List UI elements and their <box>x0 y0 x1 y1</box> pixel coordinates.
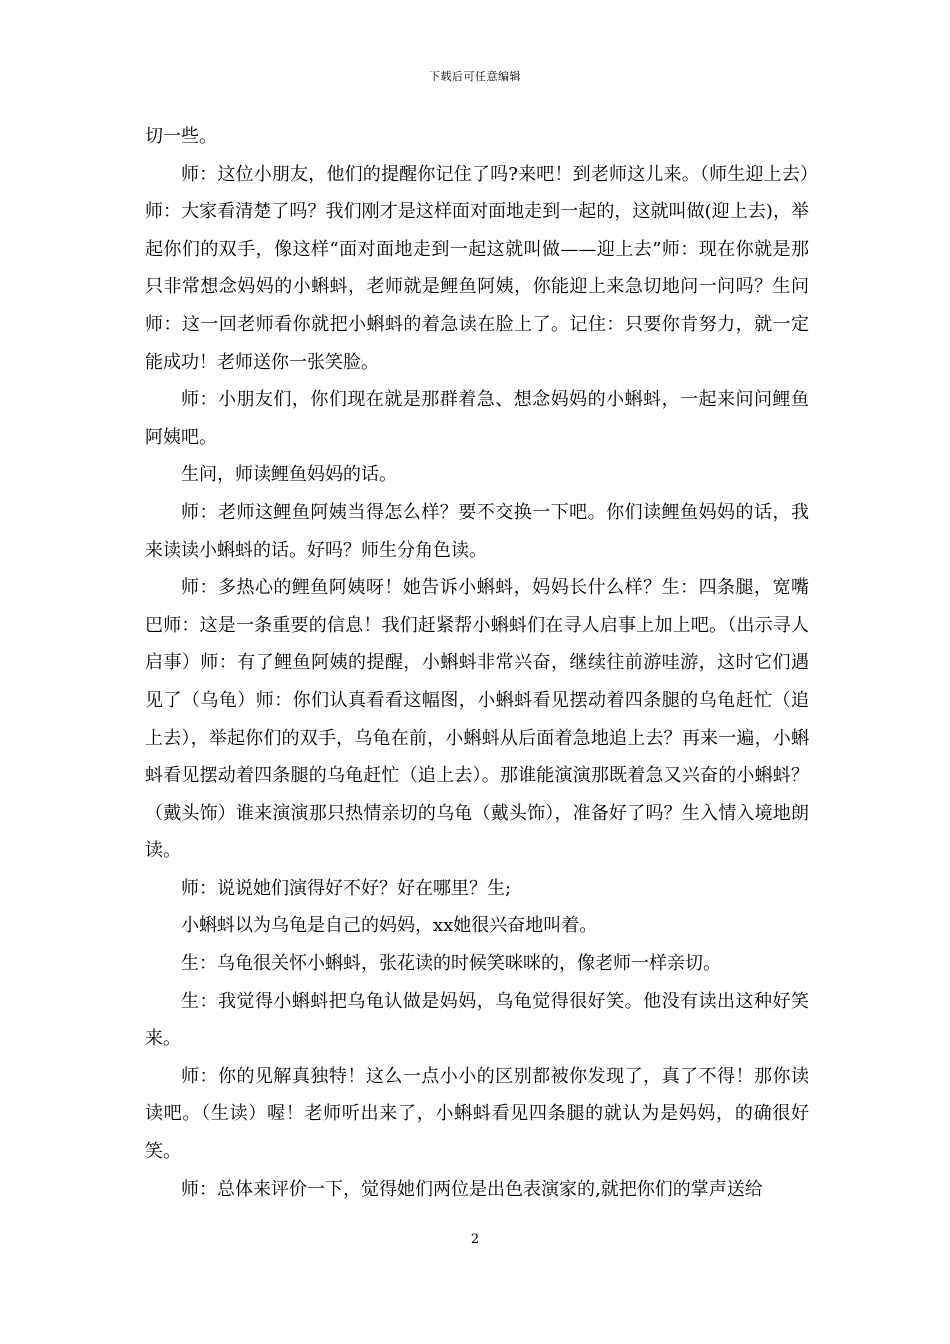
page-number: 2 <box>470 1232 480 1247</box>
paragraph: 师：总体来评价一下，觉得她们两位是出色表演家的,就把你们的掌声送给 <box>181 1178 763 1200</box>
paragraph: 师：说说她们演得好不好？好在哪里？生; <box>181 877 512 899</box>
paragraph: 小蝌蚪以为乌龟是自己的妈妈，xx她很兴奋地叫着。 <box>181 915 598 937</box>
paragraph: 生：乌龟很关怀小蝌蚪，张花读的时候笑咪咪的，像老师一样亲切。 <box>181 953 721 975</box>
header-note: 下载后可任意编辑 <box>429 70 521 83</box>
document-body <box>145 118 809 1208</box>
paragraph: 师：老师这鲤鱼阿姨当得怎么样？要不交换一下吧。你们读鲤鱼妈妈的话，我来读读小蝌蚪的话。好吗？师生分角色读。 <box>145 501 809 561</box>
paragraph: 师：这位小朋友，他们的提醒你记住了吗?来吧！到老师这儿来。（师生迎上去）师：大家看清楚了吗？我们刚才是这样面对面地走到一起的，这就叫做(迎上去)，举起你们的双手，像这样“面对面地走到一起这就叫做——迎上去”师：现在你就是那只非常想念妈妈的小蝌蚪，老师就是鲤鱼阿姨，你能迎上来急切地问一问吗？生问师：这一回老师看你就把小蝌蚪的着急读在脸上了。记住：只要你肯努力，就一定能成功！老师送你一张笑脸。 <box>145 163 809 373</box>
paragraph: 生：我觉得小蝌蚪把乌龟认做是妈妈，乌龟觉得很好笑。他没有读出这种好笑来。 <box>145 990 809 1050</box>
paragraph: 师：你的见解真独特！这么一点小小的区别都被你发现了，真了不得！那你读读吧。（生读）喔！老师听出来了，小蝌蚪看见四条腿的就认为是妈妈，的确很好笑。 <box>145 1065 809 1163</box>
paragraph: 师：多热心的鲤鱼阿姨呀！她告诉小蝌蚪，妈妈长什么样？生：四条腿，宽嘴巴师：这是一条重要的信息！我们赶紧帮小蝌蚪们在寻人启事上加上吧。（出示寻人启事）师：有了鲤鱼阿姨的提醒，小蝌蚪非常兴奋，继续往前游哇游，这时它们遇见了（乌龟）师：你们认真看看这幅图，小蝌蚪看见摆动着四条腿的乌龟赶忙（追上去），举起你们的双手，乌龟在前，小蝌蚪从后面着急地追上去？再来一遍，小蝌蚪看见摆动着四条腿的乌龟赶忙（追上去）。那谁能演演那既着急又兴奋的小蝌蚪？（戴头饰）谁来演演那只热情亲切的乌龟（戴头饰），准备好了吗？生入情入境地朗读。 <box>145 577 809 862</box>
paragraph: 切一些。 <box>145 126 217 147</box>
paragraph: 生问，师读鲤鱼妈妈的话。 <box>181 464 397 486</box>
paragraph: 师：小朋友们，你们现在就是那群着急、想念妈妈的小蝌蚪，一起来问问鲤鱼阿姨吧。 <box>145 389 809 448</box>
